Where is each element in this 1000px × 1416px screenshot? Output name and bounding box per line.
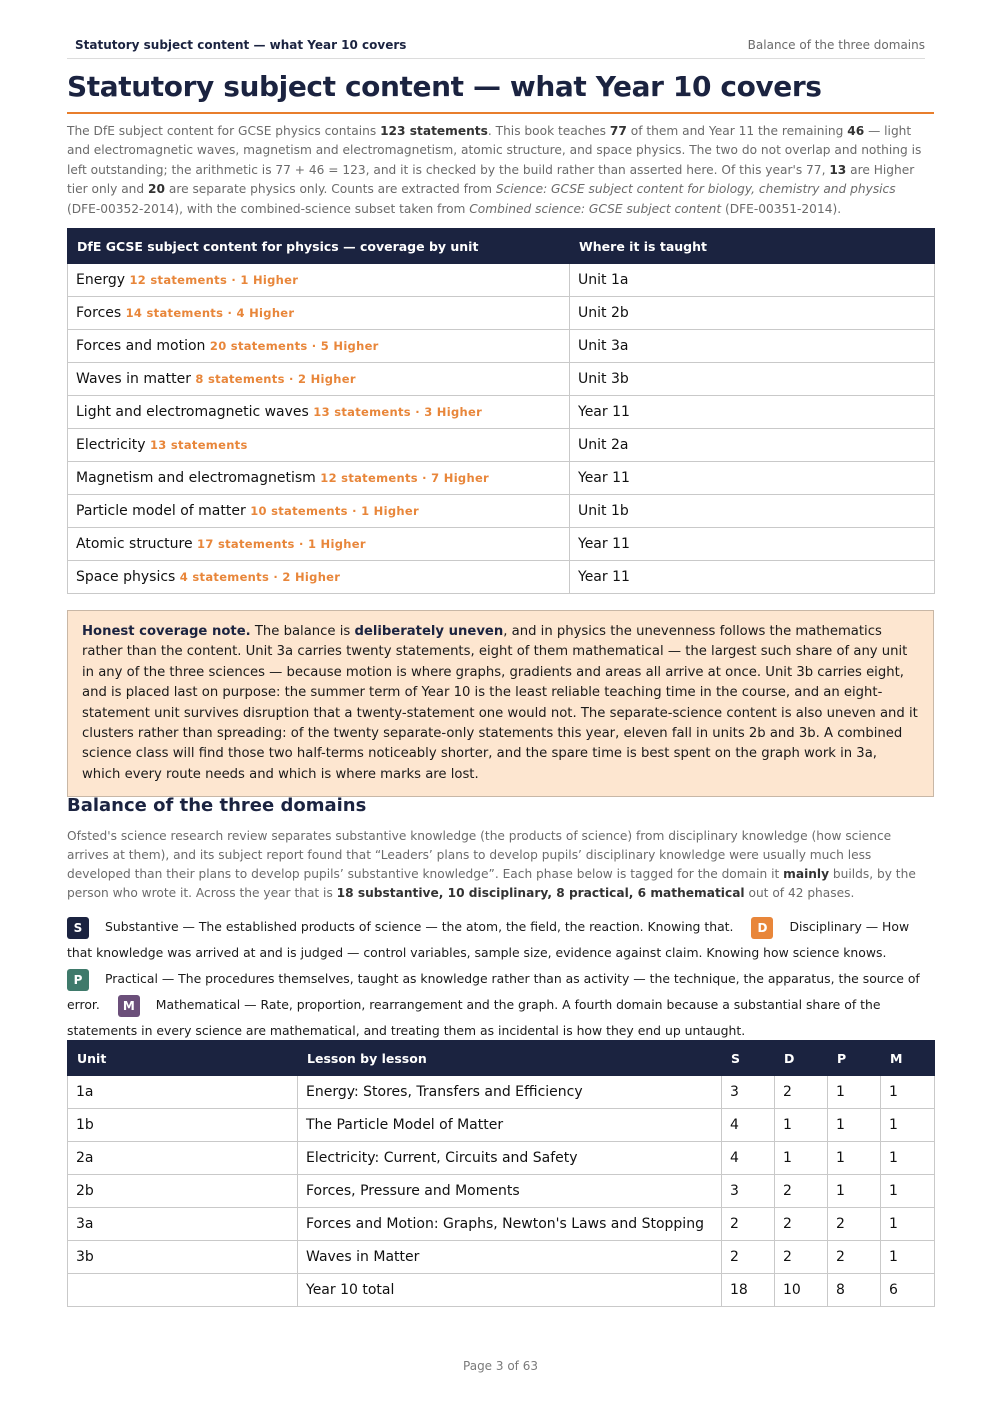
domains-cell-d: 2	[775, 1241, 828, 1274]
coverage-topic-cell	[68, 561, 570, 594]
domains-row	[68, 1175, 935, 1208]
domains-header-d: D	[775, 1041, 828, 1076]
running-header-right: Balance of the three domains	[747, 38, 925, 52]
coverage-row	[68, 528, 935, 561]
coverage-where: Year 11	[570, 462, 935, 495]
domains-row	[68, 1076, 935, 1109]
intro-paragraph: The DfE subject content for GCSE physics contains 123 statements. This book teaches 77 of them and Year 11 the remaining 46 — light and electromagnetic waves, magnetism and electromagnetism, atomic structure, and space physics. The two do not overlap and nothing is left outstanding; the arithmetic is 77 + 46 = 123, and it is checked by the build rather than asserted here. Of this year's 77, 13 are Higher tier only and 20 are separate physics only. Counts are extracted from Science: GCSE subject content for biology, chemistry and physics (DFE-00352-2014), with the combined-science subset taken from Combined science: GCSE subject content (DFE-00351-2014).	[67, 124, 922, 216]
domains-table	[67, 1040, 935, 1307]
domains-cell-m: 1	[881, 1076, 935, 1109]
domains-cell-s: 3	[722, 1076, 775, 1109]
coverage-topic-cell	[68, 363, 570, 396]
domains-row	[68, 1241, 935, 1274]
coverage-topic-cell	[68, 528, 570, 561]
domains-cell-d: 10	[775, 1274, 828, 1307]
domains-cell-lesson: Electricity: Current, Circuits and Safety	[298, 1142, 722, 1175]
domains-header-row	[68, 1041, 935, 1076]
statement-count: 8 statements · 2 Higher	[195, 372, 356, 386]
coverage-row	[68, 561, 935, 594]
coverage-where: Year 11	[570, 528, 935, 561]
domains-cell-m: 1	[881, 1109, 935, 1142]
statement-count: 13 statements	[150, 438, 248, 452]
statement-count: 12 statements · 7 Higher	[320, 471, 490, 485]
coverage-header-topic: DfE GCSE subject content for physics — coverage by unit	[68, 229, 570, 264]
domain-description: Substantive — The established products of science — the atom, the field, the reaction. Knowing that.	[105, 919, 734, 934]
statement-count: 4 statements · 2 Higher	[179, 570, 341, 584]
coverage-header-where: Where it is taught	[570, 229, 935, 264]
domains-cell-lesson: Waves in Matter	[298, 1241, 722, 1274]
coverage-topic: Atomic structure	[76, 536, 193, 552]
coverage-topic: Electricity	[76, 437, 146, 453]
coverage-where: Year 11	[570, 561, 935, 594]
domains-cell-m: 1	[881, 1208, 935, 1241]
coverage-where: Unit 2b	[570, 297, 935, 330]
coverage-topic-cell	[68, 462, 570, 495]
domains-cell-lesson: Forces, Pressure and Moments	[298, 1175, 722, 1208]
statement-count: 13 statements · 3 Higher	[313, 405, 483, 419]
coverage-row	[68, 264, 935, 297]
coverage-header-row	[68, 229, 935, 264]
domains-cell-lesson: Energy: Stores, Transfers and Efficiency	[298, 1076, 722, 1109]
domains-cell-m: 1	[881, 1142, 935, 1175]
domains-heading: Balance of the three domains	[67, 795, 367, 816]
domains-cell-d: 1	[775, 1142, 828, 1175]
page-number: Page 3 of 63	[463, 1359, 538, 1373]
domains-cell-d: 2	[775, 1076, 828, 1109]
domains-cell-lesson: Forces and Motion: Graphs, Newton's Laws and Stopping	[298, 1208, 722, 1241]
domains-cell-p: 1	[828, 1175, 881, 1208]
domains-cell-s: 4	[722, 1109, 775, 1142]
domains-cell-unit: 3b	[68, 1241, 298, 1274]
coverage-where: Unit 1a	[570, 264, 935, 297]
domains-header-s: S	[722, 1041, 775, 1076]
ofsted-paragraph: Ofsted's science research review separates substantive knowledge (the products of science) from disciplinary knowledge (how science arrives at them), and its subject report found that “Leaders’ plans to develop pupils’ disciplinary knowledge were usually much less developed than their plans to develop pupils’ substantive knowledge”. Each phase below is tagged for the domain it mainly builds, by the person who wrote it. Across the year that is 18 substantive, 10 disciplinary, 8 practical, 6 mathematical out of 42 phases.	[67, 829, 916, 900]
domain-description: Mathematical — Rate, proportion, rearrangement and the graph. A fourth domain because a substantial share of the statements in every science are mathematical, and treating them as incidental is how they end up untaught.	[67, 997, 881, 1038]
coverage-topic-cell	[68, 495, 570, 528]
coverage-where: Unit 3a	[570, 330, 935, 363]
domains-header-lesson: Lesson by lesson	[298, 1041, 722, 1076]
domains-cell-s: 4	[722, 1142, 775, 1175]
domains-header-m: M	[881, 1041, 935, 1076]
domain-chip-p: P	[67, 969, 89, 991]
domains-header-p: P	[828, 1041, 881, 1076]
domains-cell-unit	[68, 1274, 298, 1307]
domains-cell-p: 2	[828, 1208, 881, 1241]
domain-chip-d: D	[751, 917, 773, 939]
domains-header-unit: Unit	[68, 1041, 298, 1076]
domains-cell-unit: 1a	[68, 1076, 298, 1109]
domains-cell-p: 2	[828, 1241, 881, 1274]
coverage-note: Honest coverage note. The balance is deliberately uneven, and in physics the unevenness follows the mathematics rather than the content. Unit 3a carries twenty statements, eight of them mathematical — the largest such share of any unit in any of the three sciences — because motion is where graphs, gradients and areas all arrive at once. Unit 3b carries eight, and is placed last on purpose: the summer term of Year 10 is the least reliable teaching time in the course, and an eight-statement unit survives disruption that a twenty-statement one would not. The separate-science content is also uneven and it clusters rather than spreading: of the twenty separate-only statements this year, eleven fall in units 2b and 3b. A combined science class will find those two half-terms noticeably shorter, and the spare time is best spent on the graph work in 3a, which every route needs and which is where marks are lost.	[67, 610, 934, 797]
coverage-row	[68, 363, 935, 396]
total-row	[68, 1274, 935, 1307]
domains-cell-unit: 1b	[68, 1109, 298, 1142]
domain-legend	[67, 914, 932, 1044]
coverage-topic: Particle model of matter	[76, 503, 246, 519]
domain-chip-s: S	[67, 917, 89, 939]
coverage-topic: Light and electromagnetic waves	[76, 404, 309, 420]
domains-cell-s: 18	[722, 1274, 775, 1307]
domains-cell-d: 1	[775, 1109, 828, 1142]
coverage-where: Unit 3b	[570, 363, 935, 396]
statement-count: 12 statements · 1 Higher	[129, 273, 299, 287]
coverage-where: Year 11	[570, 396, 935, 429]
domains-cell-d: 2	[775, 1175, 828, 1208]
domains-cell-d: 2	[775, 1208, 828, 1241]
coverage-topic: Space physics	[76, 569, 176, 585]
domains-cell-p: 1	[828, 1142, 881, 1175]
domains-cell-p: 1	[828, 1076, 881, 1109]
domains-cell-s: 2	[722, 1208, 775, 1241]
domain-description: Disciplinary — How that knowledge was arrived at and is judged — control variables, sample size, evidence against claim. Knowing how science knows.	[67, 919, 910, 960]
coverage-topic: Waves in matter	[76, 371, 191, 387]
coverage-row	[68, 429, 935, 462]
coverage-row	[68, 495, 935, 528]
domains-cell-lesson: The Particle Model of Matter	[298, 1109, 722, 1142]
coverage-topic: Forces	[76, 305, 122, 321]
domains-cell-unit: 2b	[68, 1175, 298, 1208]
coverage-row	[68, 330, 935, 363]
coverage-where: Unit 1b	[570, 495, 935, 528]
coverage-row	[68, 396, 935, 429]
coverage-row	[68, 462, 935, 495]
domains-cell-m: 1	[881, 1175, 935, 1208]
statement-count: 10 statements · 1 Higher	[250, 504, 419, 518]
coverage-topic-cell	[68, 330, 570, 363]
running-header	[67, 38, 925, 59]
domains-cell-m: 6	[881, 1274, 935, 1307]
domains-row	[68, 1109, 935, 1142]
domains-row	[68, 1208, 935, 1241]
statement-count: 14 statements · 4 Higher	[125, 306, 295, 320]
coverage-topic-cell	[68, 264, 570, 297]
domains-cell-m: 1	[881, 1241, 935, 1274]
domain-chip-m: M	[118, 995, 140, 1017]
statement-count: 20 statements · 5 Higher	[209, 339, 379, 353]
coverage-table	[67, 228, 935, 594]
domains-cell-p: 1	[828, 1109, 881, 1142]
coverage-row	[68, 297, 935, 330]
coverage-topic-cell	[68, 396, 570, 429]
domains-cell-lesson: Year 10 total	[298, 1274, 722, 1307]
domains-cell-p: 8	[828, 1274, 881, 1307]
domains-cell-unit: 3a	[68, 1208, 298, 1241]
page-title: Statutory subject content — what Year 10 covers	[67, 70, 934, 114]
statement-count: 17 statements · 1 Higher	[197, 537, 366, 551]
coverage-where: Unit 2a	[570, 429, 935, 462]
domain-description: Practical — The procedures themselves, taught as knowledge rather than as activity — the technique, the apparatus, the source of error.	[67, 971, 920, 1012]
coverage-topic-cell	[68, 297, 570, 330]
coverage-topic: Magnetism and electromagnetism	[76, 470, 316, 486]
domains-row	[68, 1142, 935, 1175]
running-header-left: Statutory subject content — what Year 10 covers	[75, 38, 407, 52]
domains-cell-s: 3	[722, 1175, 775, 1208]
coverage-topic: Forces and motion	[76, 338, 206, 354]
domains-cell-s: 2	[722, 1241, 775, 1274]
coverage-topic-cell	[68, 429, 570, 462]
coverage-topic: Energy	[76, 272, 126, 288]
domains-cell-unit: 2a	[68, 1142, 298, 1175]
